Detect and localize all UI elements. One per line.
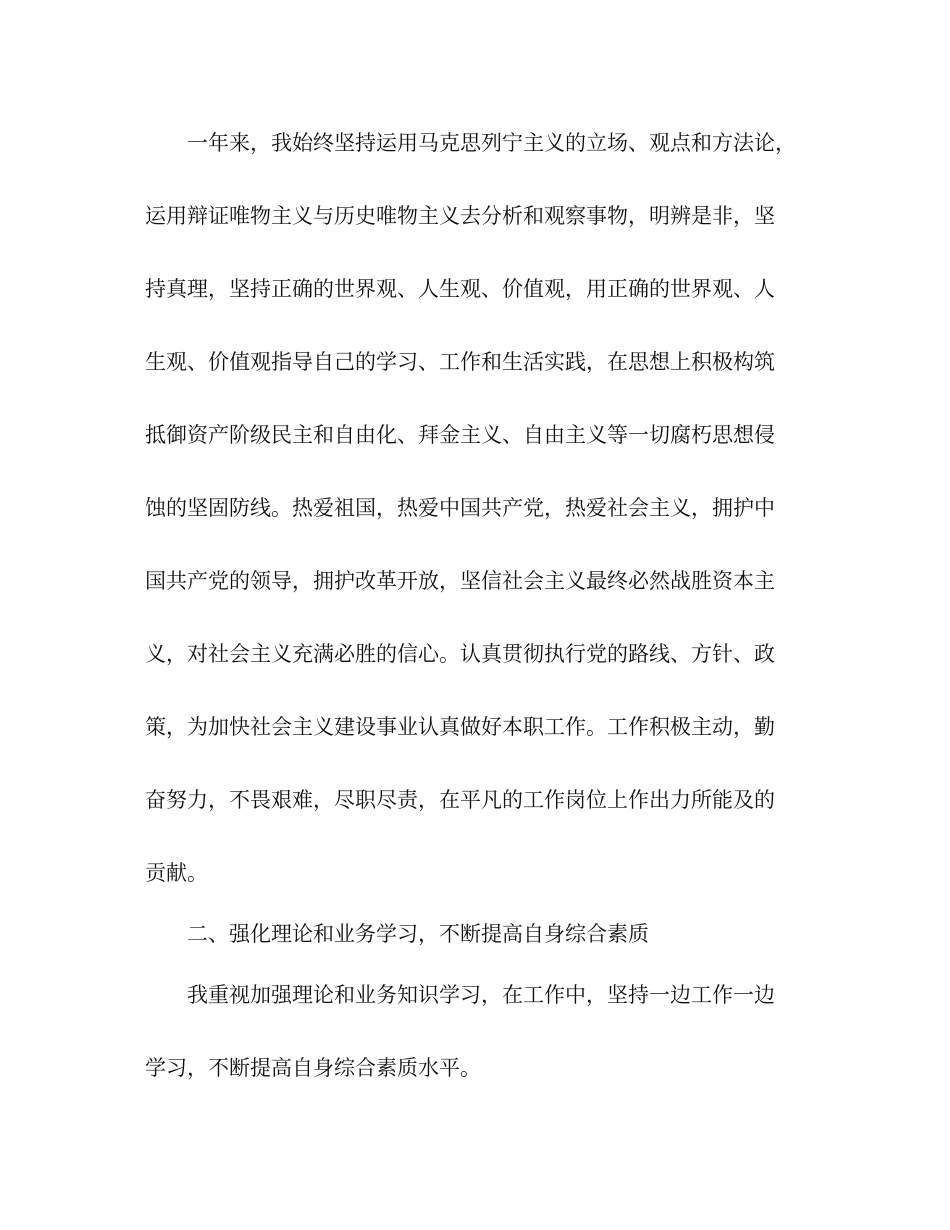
paragraph-1-line-2: 运用辩证唯物主义与历史唯物主义去分析和观察事物，明辨是非，坚 [145,204,775,228]
paragraph-2-line-2: 学习，不断提高自身综合素质水平。 [145,1056,481,1080]
paragraph-1-line-1: 一年来，我始终坚持运用马克思列宁主义的立场、观点和方法论， [187,131,796,155]
paragraph-2-line-1: 我重视加强理论和业务知识学习，在工作中，坚持一边工作一边 [187,983,775,1007]
paragraph-1-line-6: 蚀的坚固防线。热爱祖国，热爱中国共产党，热爱社会主义，拥护中 [145,496,775,520]
paragraph-1-line-5: 抵御资产阶级民主和自由化、拜金主义、自由主义等一切腐朽思想侵 [145,423,775,447]
paragraph-1-line-7: 国共产党的领导，拥护改革开放，坚信社会主义最终必然战胜资本主 [145,569,775,593]
section-heading-2: 二、强化理论和业务学习，不断提高自身综合素质 [187,922,649,946]
paragraph-1-line-3: 持真理，坚持正确的世界观、人生观、价值观，用正确的世界观、人 [145,277,775,301]
paragraph-1-line-10: 奋努力，不畏艰难，尽职尽责，在平凡的工作岗位上作出力所能及的 [145,788,775,812]
paragraph-1-line-11: 贡献。 [145,861,208,885]
document-body [145,128,805,1084]
paragraph-1-line-8: 义，对社会主义充满必胜的信心。认真贯彻执行党的路线、方针、政 [145,642,775,666]
paragraph-1-line-9: 策，为加快社会主义建设事业认真做好本职工作。工作积极主动，勤 [145,715,775,739]
paragraph-1-line-4: 生观、价值观指导自己的学习、工作和生活实践，在思想上积极构筑 [145,350,775,374]
